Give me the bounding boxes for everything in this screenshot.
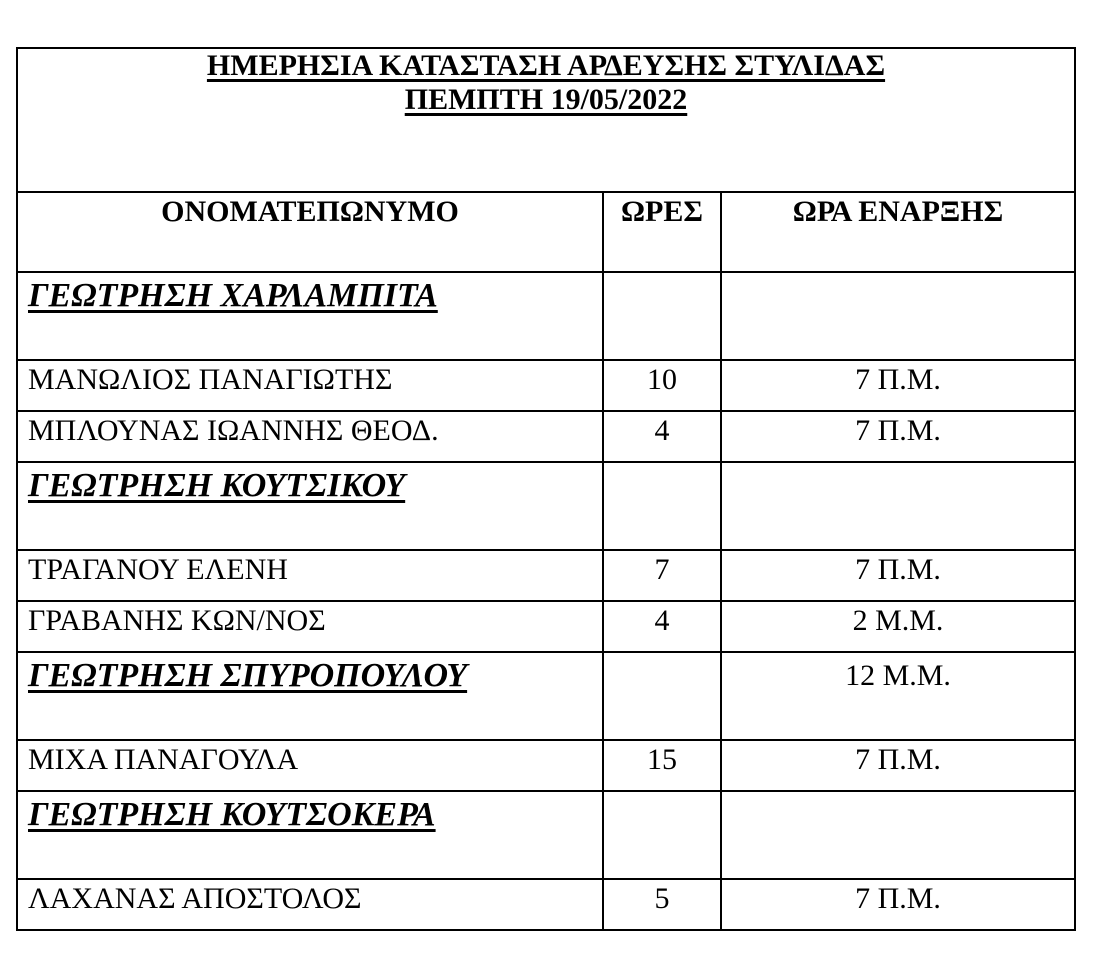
table-row bbox=[17, 411, 1075, 462]
person-start-time: 2 Μ.Μ. bbox=[721, 601, 1075, 652]
section-title: ΓΕΩΤΡΗΣΗ ΚΟΥΤΣΙΚΟΥ bbox=[28, 467, 406, 504]
table-row bbox=[17, 550, 1075, 601]
person-name: ΓΡΑΒΑΝΗΣ ΚΩΝ/ΝΟΣ bbox=[17, 601, 603, 652]
person-start-time: 7 Π.Μ. bbox=[721, 411, 1075, 462]
section-row bbox=[17, 272, 1075, 360]
section-hours bbox=[603, 462, 721, 550]
person-start-time: 7 Π.Μ. bbox=[721, 360, 1075, 411]
section-start-time bbox=[721, 462, 1075, 550]
section-title: ΓΕΩΤΡΗΣΗ ΧΑΡΛΑΜΠΙΤΑ bbox=[28, 277, 438, 314]
person-hours: 7 bbox=[603, 550, 721, 601]
section-hours bbox=[603, 272, 721, 360]
table-row bbox=[17, 601, 1075, 652]
person-name: ΤΡΑΓΑΝΟΥ ΕΛΕΝΗ bbox=[17, 550, 603, 601]
person-hours: 10 bbox=[603, 360, 721, 411]
person-hours: 15 bbox=[603, 740, 721, 791]
section-row bbox=[17, 462, 1075, 550]
person-start-time: 7 Π.Μ. bbox=[721, 879, 1075, 930]
table-row bbox=[17, 360, 1075, 411]
section-hours bbox=[603, 791, 721, 879]
section-title-cell bbox=[17, 652, 603, 740]
section-start-time bbox=[721, 791, 1075, 879]
section-hours bbox=[603, 652, 721, 740]
title-line-1: ΗΜΕΡΗΣΙΑ ΚΑΤΑΣΤΑΣΗ ΑΡΔΕΥΣΗΣ ΣΤΥΛΙΔΑΣ bbox=[206, 49, 886, 82]
irrigation-schedule-table bbox=[16, 47, 1076, 931]
person-name: ΛΑΧΑΝΑΣ ΑΠΟΣΤΟΛΟΣ bbox=[17, 879, 603, 930]
section-title-cell bbox=[17, 272, 603, 360]
header-start-time: ΩΡΑ ΕΝΑΡΞΗΣ bbox=[721, 192, 1075, 272]
title-row bbox=[17, 48, 1075, 192]
table-row bbox=[17, 879, 1075, 930]
person-start-time: 7 Π.Μ. bbox=[721, 550, 1075, 601]
person-name: ΜΙΧΑ ΠΑΝΑΓΟΥΛΑ bbox=[17, 740, 603, 791]
header-name: ΟΝΟΜΑΤΕΠΩΝΥΜΟ bbox=[17, 192, 603, 272]
person-name: ΜΠΛΟΥΝΑΣ ΙΩΑΝΝΗΣ ΘΕΟΔ. bbox=[17, 411, 603, 462]
person-hours: 4 bbox=[603, 601, 721, 652]
document-title bbox=[17, 48, 1075, 192]
section-title-cell bbox=[17, 462, 603, 550]
title-line-2: ΠΕΜΠΤΗ 19/05/2022 bbox=[404, 83, 688, 116]
person-hours: 5 bbox=[603, 879, 721, 930]
header-row bbox=[17, 192, 1075, 272]
table-row bbox=[17, 740, 1075, 791]
schedule-body bbox=[17, 48, 1075, 930]
person-start-time: 7 Π.Μ. bbox=[721, 740, 1075, 791]
section-start-time bbox=[721, 272, 1075, 360]
section-row bbox=[17, 652, 1075, 740]
section-title-cell bbox=[17, 791, 603, 879]
section-start-time: 12 Μ.Μ. bbox=[721, 652, 1075, 740]
section-title: ΓΕΩΤΡΗΣΗ ΣΠΥΡΟΠΟΥΛΟΥ bbox=[28, 657, 468, 694]
person-hours: 4 bbox=[603, 411, 721, 462]
section-row bbox=[17, 791, 1075, 879]
section-title: ΓΕΩΤΡΗΣΗ ΚΟΥΤΣΟΚΕΡΑ bbox=[28, 796, 436, 833]
person-name: ΜΑΝΩΛΙΟΣ ΠΑΝΑΓΙΩΤΗΣ bbox=[17, 360, 603, 411]
header-hours: ΩΡΕΣ bbox=[603, 192, 721, 272]
